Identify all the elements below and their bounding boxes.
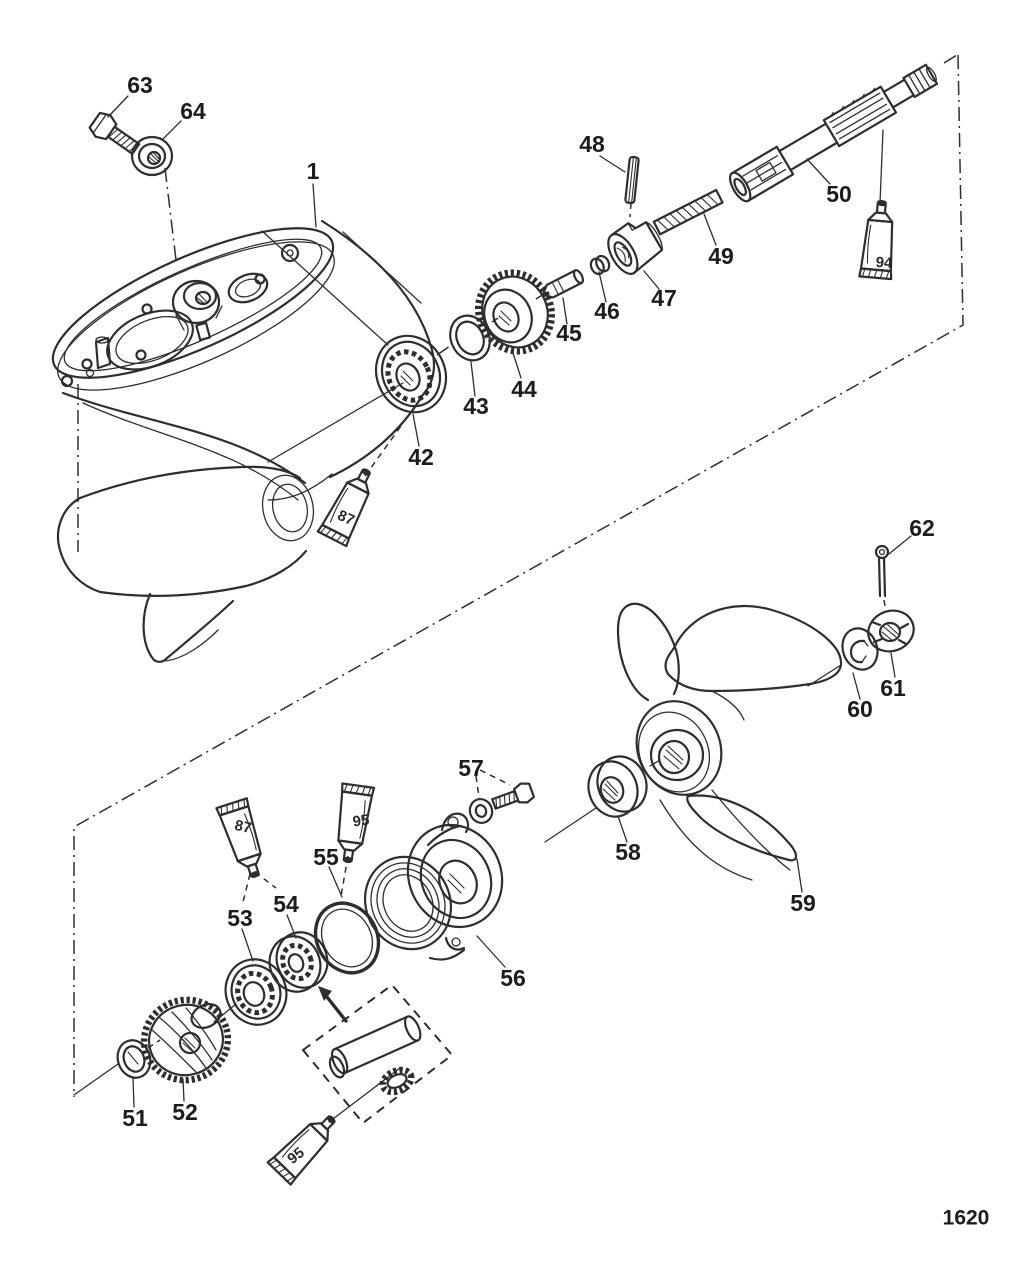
spring-49 <box>654 190 723 234</box>
tube-label-layer <box>233 254 893 1168</box>
lube-tube-87-upper <box>318 463 381 546</box>
tube-label-87-0: 87 <box>334 506 358 530</box>
tube-label-95-4: 95 <box>284 1144 308 1168</box>
callout-58: 58 <box>615 839 641 865</box>
washer-60 <box>837 623 883 674</box>
callout-64: 64 <box>180 98 206 124</box>
callout-1: 1 <box>306 158 320 184</box>
tube-label-95-3: 95 <box>351 811 371 831</box>
callout-63: 63 <box>127 72 153 98</box>
callout-50: 50 <box>826 181 852 207</box>
callout-55: 55 <box>313 844 339 870</box>
callout-57: 57 <box>458 755 484 781</box>
callout-46: 46 <box>594 298 620 324</box>
thrust-hub-58 <box>581 749 654 823</box>
frame-border <box>74 55 963 1097</box>
callout-59: 59 <box>790 890 816 916</box>
callout-53: 53 <box>227 905 253 931</box>
tube-label-87-1: 87 <box>233 816 253 838</box>
propeller-59 <box>618 604 841 880</box>
callout-61: 61 <box>880 675 906 701</box>
callout-42: 42 <box>408 444 434 470</box>
callout-60: 60 <box>847 696 873 722</box>
callout-48: 48 <box>579 131 605 157</box>
pinion-gear-52 <box>135 990 237 1089</box>
pin-45 <box>540 269 585 301</box>
shim-43 <box>443 309 497 367</box>
callout-52: 52 <box>172 1099 198 1125</box>
callout-49: 49 <box>708 243 734 269</box>
cam-follower-47 <box>601 213 668 278</box>
bolt-57 <box>491 781 535 813</box>
bearing-carrier-56 <box>350 809 519 963</box>
callout-45: 45 <box>556 320 582 346</box>
cotter-pin-62 <box>876 546 888 596</box>
inset-box <box>303 985 452 1123</box>
bolt-63 <box>87 110 143 160</box>
pin-48 <box>625 157 639 204</box>
bushing-46 <box>588 254 611 276</box>
gearcase-housing <box>35 199 434 662</box>
washer-lock-57 <box>467 796 496 826</box>
callout-62: 62 <box>909 515 935 541</box>
callout-layer <box>122 72 935 1131</box>
callout-43: 43 <box>463 393 489 419</box>
forward-gear-44 <box>465 261 564 364</box>
prop-nut-61 <box>863 604 920 657</box>
callout-51: 51 <box>122 1105 148 1131</box>
grommet-64 <box>132 137 172 175</box>
callout-47: 47 <box>651 285 677 311</box>
page-code: 1620 <box>942 1206 990 1230</box>
callout-54: 54 <box>273 891 299 917</box>
lube-tube-87-lower <box>216 798 270 881</box>
tube-label-94-2: 94 <box>875 253 893 273</box>
bearing-42 <box>364 324 459 423</box>
callout-44: 44 <box>511 376 537 402</box>
callout-56: 56 <box>500 965 526 991</box>
